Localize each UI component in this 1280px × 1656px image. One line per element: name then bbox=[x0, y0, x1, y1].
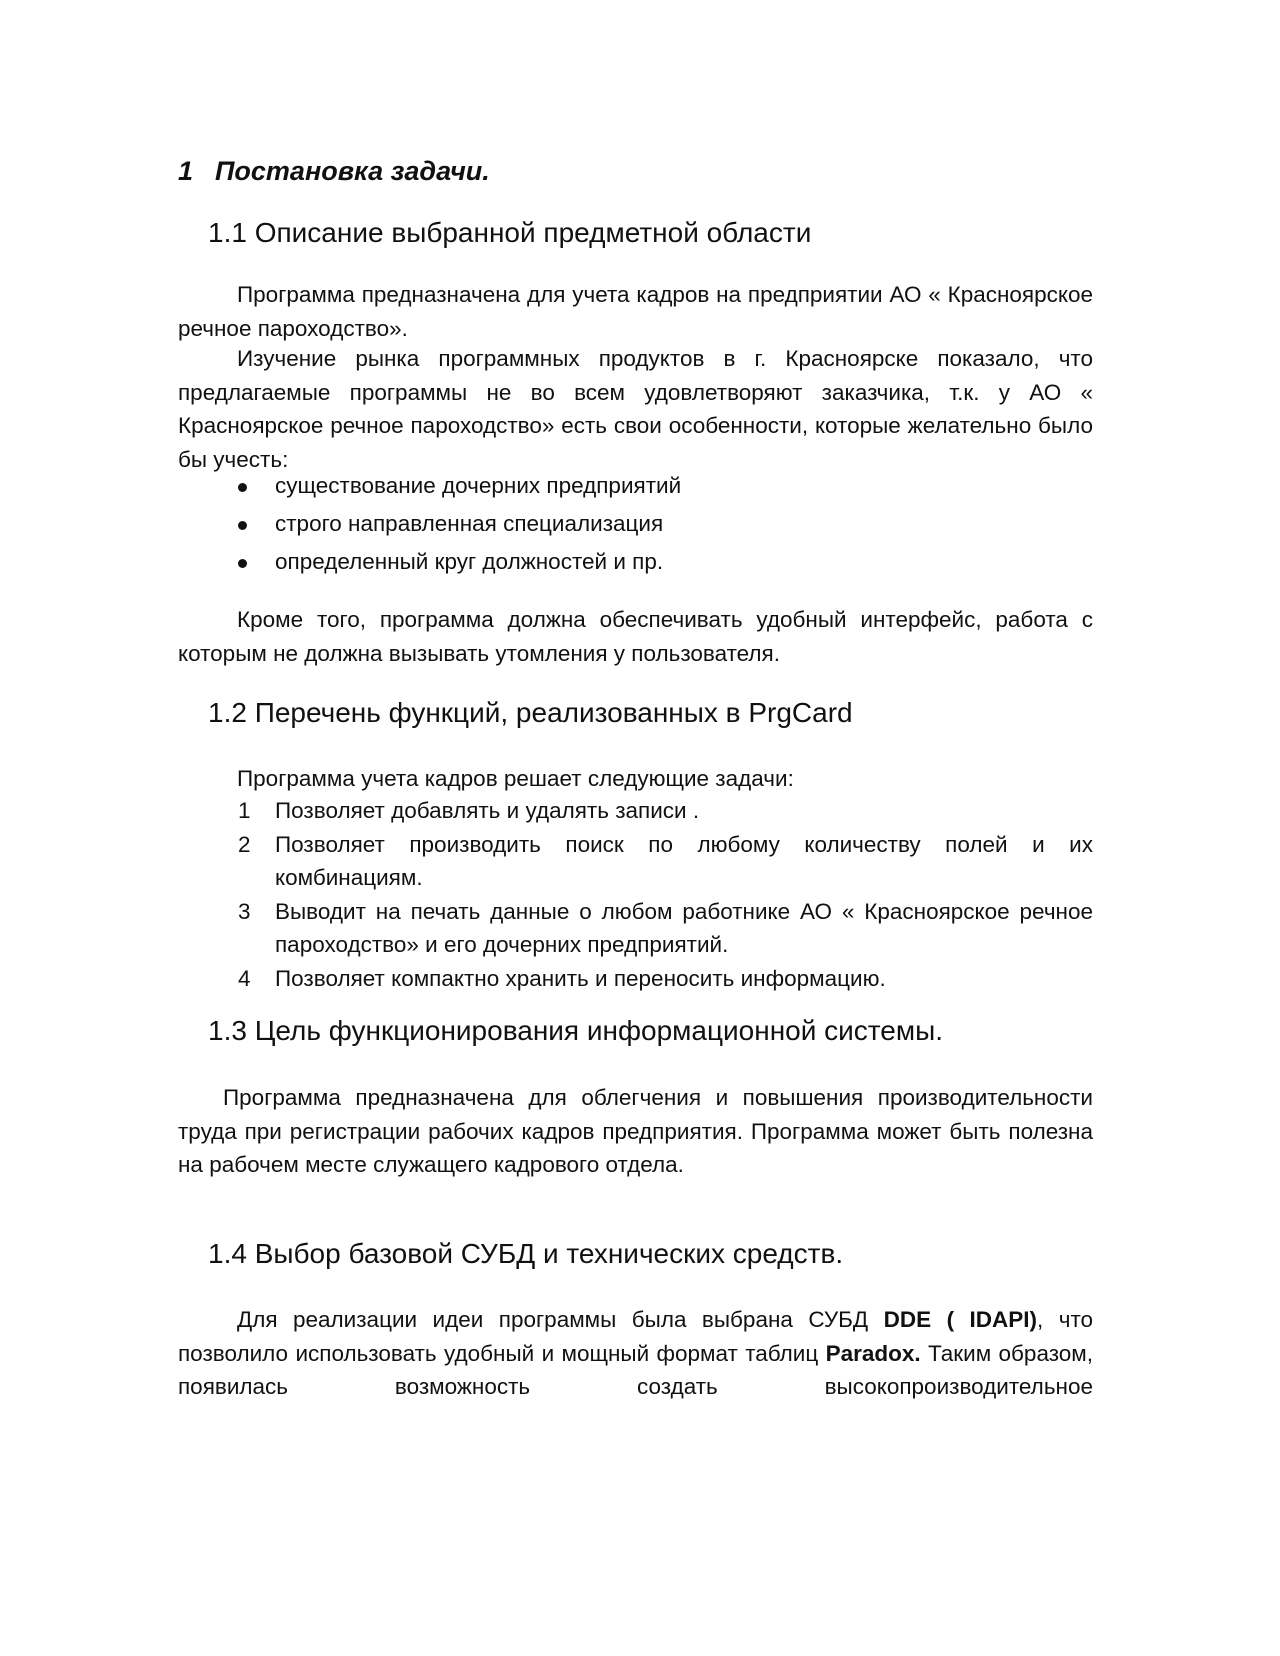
dbms-name: DDE ( IDAPI) bbox=[883, 1307, 1038, 1332]
paragraph-tasks-intro: Программа учета кадров решает следующие задачи: bbox=[237, 766, 794, 791]
subsection-heading-1-4: 1.4 Выбор базовой СУБД и технических средств. bbox=[208, 1238, 844, 1269]
subsection-heading-1-2: 1.2 Перечень функций, реализованных в PrgCard bbox=[208, 697, 853, 728]
bullet-icon bbox=[238, 521, 247, 530]
paragraph-system-goal: Программа предназначена для облегчения и повышения производительности труда при регистрации рабочих кадров предприятия. Программа может быть полезна на рабочем месте служащего кадрового отдела. bbox=[178, 1085, 1093, 1177]
section-number: 1 bbox=[178, 156, 194, 186]
bullet-icon bbox=[238, 559, 247, 568]
subsection-heading-1-1: 1.1 Описание выбранной предметной области bbox=[208, 217, 812, 248]
list-item: определенный круг должностей и пр. bbox=[178, 543, 1093, 581]
list-item: 2 Позволяет производить поиск по любому количеству полей и их комбинациям. bbox=[238, 831, 1093, 890]
table-format-name: Paradox. bbox=[825, 1340, 921, 1366]
list-item: 1 Позволяет добавлять и удалять записи . bbox=[238, 798, 700, 823]
paragraph-interface: Кроме того, программа должна обеспечивать удобный интерфейс, работа с которым не должна вызывать утомления у пользователя. bbox=[178, 607, 1093, 666]
subsection-heading-1-3: 1.3 Цель функционирования информационной системы. bbox=[208, 1015, 944, 1046]
section-heading bbox=[178, 154, 490, 188]
list-item: существование дочерних предприятий bbox=[178, 467, 1093, 505]
features-bullet-list bbox=[178, 467, 1093, 581]
paragraph-dbms-choice: Для реализации идеи программы была выбрана СУБД DDE ( IDAPI), что позволило использовать удобный и мощный формат таблиц Paradox. Таким образом, появилась возможность создать высокопроизводительное bbox=[178, 1307, 1094, 1399]
list-item: 4 Позволяет компактно хранить и переносить информацию. bbox=[238, 965, 886, 991]
bullet-icon bbox=[238, 483, 247, 492]
tasks-numbered-list bbox=[178, 794, 1093, 995]
list-item: строго направленная специализация bbox=[178, 505, 1093, 543]
list-item: 3 Выводит на печать данные о любом работнике АО « Красноярское речное пароходство» и его дочерних предприятий. bbox=[238, 898, 1093, 957]
paragraph-market-study: Изучение рынка программных продуктов в г. Красноярске показало, что предлагаемые программы не во всем удовлетворяют заказчика, т.к. у АО « Красноярское речное пароходство» есть свои особенности, которые желательно было бы учесть: bbox=[178, 346, 1093, 472]
paragraph-purpose: Программа предназначена для учета кадров на предприятии АО « Красноярское речное пароходство». bbox=[178, 282, 1093, 341]
section-title: Постановка задачи. bbox=[215, 156, 490, 186]
